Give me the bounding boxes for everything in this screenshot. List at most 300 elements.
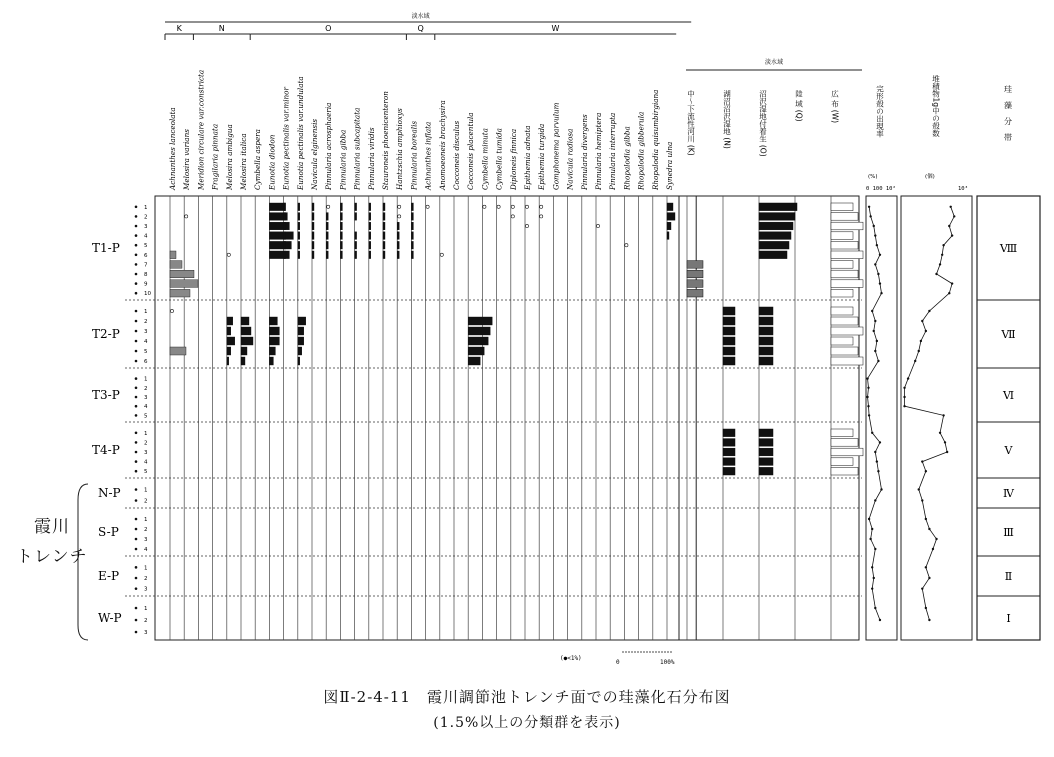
abundance-bar <box>369 222 371 230</box>
abundance-bar <box>298 222 300 230</box>
sample-label: N-P <box>98 486 121 500</box>
abundance-bar <box>326 222 328 230</box>
abundance-bar <box>269 222 289 230</box>
shell-rate-point <box>871 566 873 568</box>
row-number: 1 <box>144 487 148 494</box>
shell-rate-header: 完形殻の出現率 <box>875 85 885 138</box>
valve-count-point <box>928 619 930 621</box>
row-dot <box>135 215 138 218</box>
summary-bar <box>831 222 863 230</box>
sample-label: T3-P <box>92 388 120 402</box>
valve-count-point <box>903 405 905 407</box>
summary-bar <box>759 232 791 240</box>
shell-rate-point <box>879 282 881 284</box>
abundance-bar <box>383 222 385 230</box>
rare-marker <box>525 224 528 227</box>
row-dot <box>135 470 138 473</box>
rare-marker <box>540 205 543 208</box>
shell-rate-point <box>871 310 873 312</box>
abundance-bar <box>468 317 492 325</box>
summary-column-label: 中～下流性河川 (K) <box>686 90 696 156</box>
shell-rate-point <box>879 441 881 443</box>
taxon-label: Pinnularia gibba <box>338 129 348 190</box>
valve-count-point <box>953 215 955 217</box>
row-dot <box>135 488 138 491</box>
abundance-bar <box>269 357 273 365</box>
valve-count-point <box>918 488 920 490</box>
row-dot <box>135 206 138 209</box>
valve-count-point <box>941 254 943 256</box>
rare-marker <box>511 205 514 208</box>
row-number: 5 <box>144 243 148 250</box>
summary-bar <box>759 222 793 230</box>
shell-rate-point <box>876 244 878 246</box>
abundance-bar <box>383 213 385 221</box>
summary-bar <box>759 429 773 437</box>
abundance-bar <box>284 203 286 211</box>
scale-bar-min: 0 <box>616 659 620 666</box>
abundance-bar <box>369 203 371 211</box>
shell-rate-point <box>874 499 876 501</box>
valve-count-point <box>925 566 927 568</box>
abundance-bar <box>312 203 314 211</box>
summary-bar <box>831 232 853 240</box>
abundance-bar <box>298 327 304 335</box>
rare-marker <box>540 215 543 218</box>
summary-bar <box>759 251 787 259</box>
shell-rate-point <box>876 460 878 462</box>
valve-count-point <box>903 396 905 398</box>
abundance-bar <box>284 222 286 230</box>
abundance-bar <box>170 270 194 278</box>
row-dot <box>135 566 138 569</box>
abundance-bar <box>284 251 286 259</box>
taxon-label: Eunotia pectinalis var.minor <box>281 87 291 190</box>
row-number: 3 <box>144 395 148 401</box>
abundance-bar <box>241 357 245 365</box>
shell-rate-point <box>874 350 876 352</box>
row-number: 2 <box>144 527 148 533</box>
valve-count-point <box>948 225 950 227</box>
valve-count-point <box>925 518 927 520</box>
valve-count-point <box>948 292 950 294</box>
abundance-bar <box>340 203 342 211</box>
row-number: 5 <box>144 349 148 355</box>
abundance-bar <box>312 222 314 230</box>
abundance-bar <box>369 213 371 221</box>
valve-count-point <box>903 387 905 389</box>
row-number: 2 <box>144 576 148 582</box>
shell-rate-point <box>874 263 876 265</box>
abundance-bar <box>326 241 328 249</box>
abundance-bar <box>170 261 182 269</box>
shell-rate-point <box>871 528 873 530</box>
row-number: 2 <box>144 440 148 447</box>
figure-caption: 図Ⅱ-2-4-11 霞川調節池トレンチ面での珪藻化石分布図 <box>323 688 731 706</box>
zone-label: Ⅷ <box>999 242 1018 255</box>
row-number: 3 <box>144 450 148 456</box>
taxon-label: Meridion circulare var.constricta <box>196 69 206 190</box>
rare-marker <box>525 205 528 208</box>
abundance-bar <box>269 203 285 211</box>
abundance-bar <box>397 251 399 259</box>
shell-rate-point <box>867 387 869 389</box>
valve-count-point <box>925 470 927 472</box>
row-dot <box>135 292 138 295</box>
row-dot <box>135 350 138 353</box>
abundance-bar <box>312 251 314 259</box>
shell-rate-point <box>874 234 876 236</box>
shell-rate-point <box>877 360 879 362</box>
rare-marker <box>625 244 628 247</box>
row-dot <box>135 282 138 285</box>
taxon-label: Melosira ambigua <box>224 124 234 190</box>
abundance-bar <box>312 232 314 240</box>
abundance-bar <box>170 280 198 288</box>
shell-rate-point <box>873 330 875 332</box>
valve-count-point <box>925 607 927 609</box>
taxon-label: Synedra ulna <box>665 141 674 190</box>
taxon-label: Achnanthes inflata <box>423 121 433 190</box>
summary-bar <box>831 270 858 278</box>
valve-count-point <box>928 528 930 530</box>
row-dot <box>135 320 138 323</box>
valve-count-point <box>921 460 923 462</box>
summary-column-label: 湖沼沼沢湿地 (N) <box>722 90 732 149</box>
shell-rate-point <box>867 405 869 407</box>
summary-bar <box>831 347 858 355</box>
abundance-bar <box>298 241 300 249</box>
sample-label: S-P <box>98 525 119 539</box>
abundance-bar <box>269 241 291 249</box>
shell-rate-point <box>879 619 881 621</box>
summary-bar <box>831 458 853 466</box>
row-dot <box>135 441 138 444</box>
row-dot <box>135 310 138 313</box>
rare-marker <box>483 205 486 208</box>
row-number: 8 <box>144 272 148 278</box>
figure-caption-note: (1.5%以上の分類群を表示) <box>433 715 621 731</box>
abundance-bar <box>667 203 673 211</box>
abundance-bar <box>241 337 253 345</box>
summary-bar <box>759 439 773 447</box>
rare-marker <box>398 215 401 218</box>
rare-marker <box>426 205 429 208</box>
shell-rate-point <box>869 538 871 540</box>
abundance-bar <box>284 213 286 221</box>
row-dot <box>135 432 138 435</box>
valve-count-point <box>935 273 937 275</box>
abundance-bar <box>383 232 385 240</box>
valve-count-point <box>942 244 944 246</box>
group-label: Q <box>417 24 424 33</box>
valve-count-point <box>935 538 937 540</box>
abundance-bar <box>340 232 342 240</box>
row-number: 2 <box>144 385 148 392</box>
group-label: K <box>176 24 182 33</box>
summary-bar <box>759 458 773 466</box>
abundance-bar <box>170 347 186 355</box>
zone-label: Ⅰ <box>1006 612 1011 625</box>
scale-bar-max: 100% <box>660 659 675 666</box>
row-dot <box>135 244 138 247</box>
taxon-label: Pinnularia acrosphaeria <box>324 102 334 190</box>
group-label: W <box>551 24 560 33</box>
legend-note: (●<1%) <box>560 655 582 662</box>
scale-label: 0 100 10² <box>866 186 896 192</box>
row-number: 3 <box>144 630 148 636</box>
abundance-bar <box>355 213 357 221</box>
valve-count-point <box>951 282 953 284</box>
row-dot <box>135 234 138 237</box>
row-number: 4 <box>144 404 148 411</box>
row-dot <box>135 340 138 343</box>
summary-bar <box>759 347 773 355</box>
taxon-label: Pinnularia borealis <box>409 120 419 190</box>
shell-rate-point <box>877 470 879 472</box>
summary-bar <box>759 307 773 315</box>
abundance-bar <box>340 251 342 259</box>
row-number: 3 <box>144 329 148 335</box>
rare-marker <box>596 224 599 227</box>
summary-bar <box>759 203 797 211</box>
row-dot <box>135 387 138 390</box>
shell-rate-line <box>868 207 882 620</box>
row-number: 6 <box>144 252 148 259</box>
valve-count-point <box>946 451 948 453</box>
abundance-bar <box>170 251 176 259</box>
valve-count-panel-frame <box>901 196 972 640</box>
row-number: 1 <box>144 376 148 383</box>
row-number: 1 <box>144 204 148 211</box>
summary-bar <box>687 261 703 269</box>
group-label: O <box>325 24 332 33</box>
summary-bar <box>831 213 858 221</box>
taxon-label: Pinnularia viridis <box>366 127 376 190</box>
row-dot <box>135 414 138 417</box>
taxon-label: Pinnularia interrupta <box>608 112 618 190</box>
abundance-bar <box>468 347 484 355</box>
valve-count-point <box>920 340 922 342</box>
abundance-bar <box>355 241 357 249</box>
abundance-bar <box>468 327 490 335</box>
abundance-bar <box>284 232 286 240</box>
shell-rate-point <box>866 377 868 379</box>
summary-bar <box>759 317 773 325</box>
taxon-label: Cocconeis placentula <box>466 112 476 190</box>
valve-count-point <box>939 432 941 434</box>
summary-bar <box>831 251 863 259</box>
summary-bar <box>831 467 858 475</box>
row-dot <box>135 225 138 228</box>
abundance-bar <box>369 232 371 240</box>
abundance-bar <box>241 347 247 355</box>
row-dot <box>135 619 138 622</box>
summary-column-label: 陸 域 (Q) <box>794 90 804 122</box>
shell-rate-point <box>873 577 875 579</box>
shell-rate-point <box>874 451 876 453</box>
row-dot <box>135 587 138 590</box>
taxon-label: Pinnularia hemiptera <box>594 112 603 190</box>
abundance-bar <box>298 317 306 325</box>
summary-bar <box>831 317 858 325</box>
summary-bar <box>687 280 703 288</box>
zone-label: Ⅶ <box>1001 328 1016 341</box>
row-dot <box>135 528 138 531</box>
row-dot <box>135 499 138 502</box>
row-number: 3 <box>144 586 148 593</box>
abundance-bar <box>411 241 413 249</box>
summary-bar <box>723 307 735 315</box>
abundance-bar <box>284 241 286 249</box>
abundance-bar <box>397 241 399 249</box>
row-dot <box>135 360 138 363</box>
shell-rate-panel-frame <box>866 196 897 640</box>
zone-label: Ⅲ <box>1003 526 1014 539</box>
row-number: 6 <box>144 359 148 365</box>
taxon-label: Navicula radiosa <box>565 128 575 190</box>
row-number: 3 <box>144 537 148 543</box>
taxon-label: Cocconeis disculus <box>452 120 461 190</box>
rare-marker <box>511 215 514 218</box>
row-dot <box>135 538 138 541</box>
summary-bar <box>831 337 853 345</box>
shell-rate-point <box>868 414 870 416</box>
rare-marker <box>398 205 401 208</box>
abundance-bar <box>170 289 190 297</box>
abundance-bar <box>340 241 342 249</box>
valve-count-header: 堆積物1g中の殻数 <box>931 75 941 138</box>
valve-count-point <box>925 330 927 332</box>
shell-rate-point <box>866 396 868 398</box>
abundance-bar <box>312 213 314 221</box>
taxon-label: Rhopalodia gibberula <box>636 111 646 190</box>
zone-label: Ⅵ <box>1002 389 1015 402</box>
abundance-bar <box>383 241 385 249</box>
summary-bar <box>759 241 789 249</box>
abundance-bar <box>355 251 357 259</box>
summary-bar <box>831 307 853 315</box>
abundance-bar <box>227 337 235 345</box>
row-dot <box>135 518 138 521</box>
zone-label: Ⅳ <box>1003 487 1014 500</box>
row-number: 2 <box>144 319 148 325</box>
abundance-bar <box>241 327 251 335</box>
summary-bar <box>687 289 703 297</box>
summary-bar <box>759 357 773 365</box>
summary-bar <box>831 289 853 297</box>
abundance-bar <box>411 232 413 240</box>
taxon-label: Rhopalodia gibba <box>622 126 632 190</box>
abundance-bar <box>369 241 371 249</box>
group-label: N <box>218 24 225 33</box>
valve-count-point <box>951 234 953 236</box>
valve-count-line <box>905 207 955 620</box>
taxon-label: Gomphonema parvulum <box>551 102 561 190</box>
summary-bar <box>831 261 853 269</box>
abundance-bar <box>667 222 671 230</box>
valve-count-point <box>932 548 934 550</box>
abundance-bar <box>326 251 328 259</box>
abundance-bar <box>468 337 488 345</box>
valve-count-point <box>921 587 923 589</box>
taxon-label: Anomoeoneis brachysira <box>437 100 447 190</box>
row-dot <box>135 631 138 634</box>
abundance-bar <box>269 347 275 355</box>
valve-count-point <box>921 499 923 501</box>
abundance-bar <box>298 251 300 259</box>
summary-bar <box>687 270 703 278</box>
rare-marker <box>170 309 173 312</box>
row-dot <box>135 405 138 408</box>
abundance-bar <box>269 317 277 325</box>
taxon-label: Cymbella aspera <box>253 129 263 190</box>
abundance-bar <box>227 347 231 355</box>
row-number: 5 <box>144 469 148 476</box>
shell-rate-point <box>868 518 870 520</box>
abundance-bar <box>383 203 385 211</box>
abundance-bar <box>298 232 300 240</box>
taxon-label: Eunotia diodon <box>267 134 277 190</box>
taxon-label: Hantzschia amphioxys <box>395 108 405 190</box>
valve-count-point <box>921 320 923 322</box>
shell-rate-point <box>877 273 879 275</box>
taxon-label: Diploneis finnica <box>508 128 518 190</box>
valve-count-point <box>928 310 930 312</box>
valve-count-point <box>950 206 952 208</box>
summary-column-label: 広 布 (W) <box>830 90 840 124</box>
abundance-bar <box>227 327 231 335</box>
abundance-bar <box>340 222 342 230</box>
abundance-bar <box>369 251 371 259</box>
summary-bar <box>831 327 863 335</box>
row-number: 1 <box>144 430 148 437</box>
abundance-bar <box>269 337 279 345</box>
taxon-label: Cymbella tumida <box>494 128 504 190</box>
summary-bar <box>831 439 858 447</box>
row-dot <box>135 377 138 380</box>
shell-rate-point <box>879 254 881 256</box>
abundance-bar <box>397 222 399 230</box>
summary-bar <box>831 448 863 456</box>
summary-bar <box>723 467 735 475</box>
row-number: 3 <box>144 224 148 230</box>
summary-bar <box>723 439 735 447</box>
sample-label: E-P <box>98 569 120 583</box>
summary-bar <box>723 327 735 335</box>
abundance-bar <box>355 232 357 240</box>
shell-rate-point <box>880 488 882 490</box>
summary-bar <box>759 467 773 475</box>
abundance-bar <box>667 213 675 221</box>
abundance-bar <box>340 213 342 221</box>
shell-rate-point <box>874 548 876 550</box>
shell-rate-point <box>868 206 870 208</box>
taxon-label: Stauroneis phoenicenteron <box>381 91 390 190</box>
summary-bar <box>759 448 773 456</box>
summary-bar <box>723 337 735 345</box>
zone-label: Ⅱ <box>1004 570 1013 583</box>
abundance-bar <box>227 357 229 365</box>
zone-label: Ⅴ <box>1004 444 1013 457</box>
taxon-label: Epithemia adnata <box>523 125 532 190</box>
row-dot <box>135 254 138 257</box>
summary-bar <box>759 213 795 221</box>
summary-bar <box>831 203 853 211</box>
taxon-label: Fragilaria pinnata <box>210 123 220 190</box>
super-group-label: 淡水域 <box>411 13 430 20</box>
site-name-2: トレンチ <box>16 547 88 567</box>
